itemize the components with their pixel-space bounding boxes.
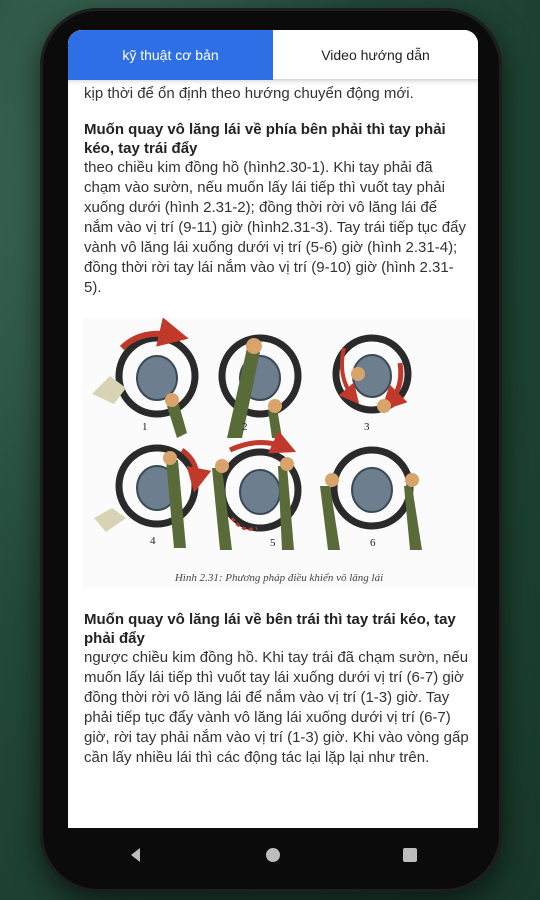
section-right-turn-body: theo chiều kim đồng hồ (hình2.30-1). Khi tay phải đã chạm vào sườn, nếu muốn lấy lái tiếp thì vuốt tay phải xuống dưới (hình 2.31-2); đồng thời rời vô lăng lái để nắm vào vị trí (9-11) giờ (hình2.31-3). Tay trái tiếp tục đẩy vành vô lăng lái xuống dưới vị trí (5-6) giờ (hình 2.31-4); đồng thời rời tay lái nắm vào vị trí (9-10) giờ (hình 2.31-5). (84, 159, 466, 296)
back-button[interactable] (106, 835, 166, 875)
figure-number-1: 1 (142, 421, 148, 433)
android-nav-bar (68, 832, 478, 878)
steering-figure (82, 318, 476, 588)
figure-number-2: 2 (242, 421, 248, 433)
figure-number-6: 6 (370, 537, 376, 549)
figure-number-4: 4 (150, 535, 156, 547)
back-triangle-icon (128, 847, 144, 863)
tab-bar (68, 30, 478, 80)
tab-basic-technique[interactable]: kỹ thuật cơ bản (68, 30, 273, 80)
recents-button[interactable] (380, 835, 440, 875)
step-3-wheel (336, 338, 408, 413)
home-circle-icon (265, 847, 281, 863)
app-screen (68, 30, 478, 828)
steering-illustration (82, 318, 476, 588)
figure-number-5: 5 (270, 537, 276, 549)
figure-number-3: 3 (364, 421, 370, 433)
figure-caption: Hình 2.31: Phương pháp điều khiển vô lăng lái (174, 572, 384, 584)
step-4-wheel (94, 448, 197, 548)
recents-square-icon (402, 847, 418, 863)
step-2-wheel (222, 338, 298, 438)
step-5-wheel (212, 442, 298, 550)
home-button[interactable] (243, 835, 303, 875)
section-left-turn-body: ngược chiều kim đồng hồ. Khi tay trái đã chạm sườn, nếu muốn lấy lái tiếp thì vuốt tay lái xuống dưới vị trí (6-7) giờ đồng thời rời vô lăng lái để nắm vào vị trí (1-3) giờ. Tay phải tiếp tục đẩy vành vô lăng lái xuống dưới vị trí (6-7) giờ, rời tay phải nắm vào vị trí (1-3) giờ. Khi vào vòng gấp cần lấy nhiều lái thì các động tác lại lặp lại như trên. (84, 649, 469, 766)
partial-paragraph: kịp thời để ổn định theo hướng chuyển động mới. (84, 85, 414, 102)
section-left-turn-heading: Muốn quay vô lăng lái về bên trái thì tay trái kéo, tay phải đẩy (84, 611, 456, 647)
section-right-turn-heading: Muốn quay vô lăng lái về phía bên phải thì tay phải kéo, tay trái đẩy (84, 121, 446, 157)
step-6-wheel (320, 450, 422, 550)
article-content[interactable] (68, 80, 478, 828)
tab-video-guide[interactable]: Video hướng dẫn (273, 30, 478, 80)
